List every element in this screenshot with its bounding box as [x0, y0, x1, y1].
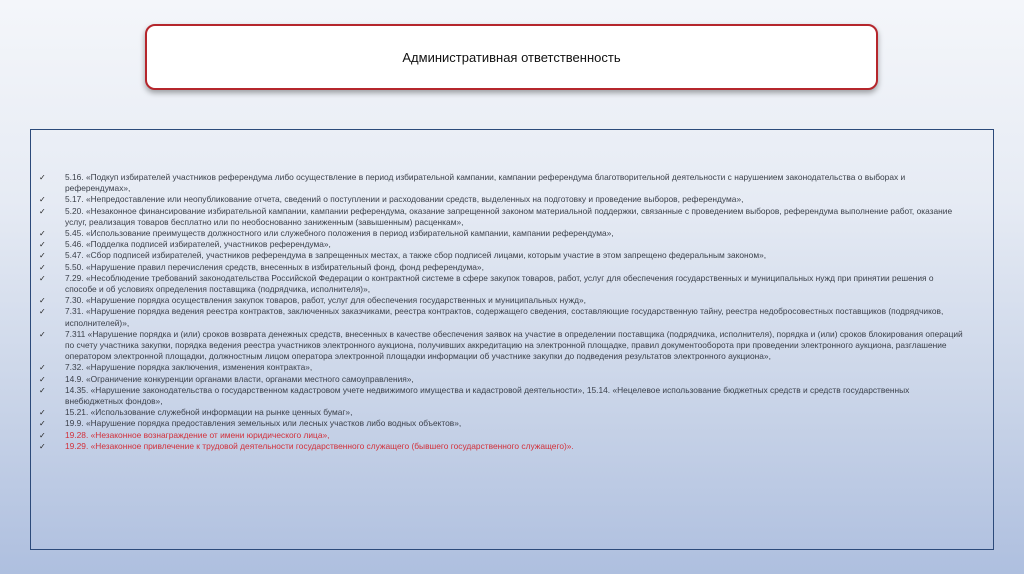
- checkmark-icon: ✓: [39, 419, 46, 429]
- list-item-text: 5.17. «Непредоставление или неопубликование отчета, сведений о поступлении и расходовании средств, выделенных на подготовку и проведение выборов, референдума»,: [65, 194, 744, 205]
- list-item-text: 7.31. «Нарушение порядка ведения реестра контрактов, заключенных заказчиками, реестра контрактов, содержащего сведения, составляющие государственную тайну, реестра недобросовестных поставщиков (подрядчиков, исполнителей)»,: [65, 306, 944, 328]
- checkmark-icon: ✓: [39, 307, 46, 317]
- checkmark-icon: ✓: [39, 251, 46, 261]
- list-item-text: 19.28. «Незаконное вознаграждение от имени юридического лица»,: [65, 429, 330, 440]
- checkmark-icon: ✓: [39, 173, 46, 182]
- list-item-text: 5.46. «Подделка подписей избирателей, участников референдума»,: [65, 239, 331, 250]
- list-item: [36, 430, 966, 441]
- list-item: [36, 374, 966, 385]
- list-item: [36, 418, 966, 429]
- checkmark-icon: ✓: [39, 195, 46, 205]
- article-list: [36, 172, 966, 452]
- checkmark-icon: ✓: [39, 430, 46, 440]
- title-box: [145, 24, 878, 90]
- list-item: [36, 273, 966, 295]
- list-item: [36, 250, 966, 261]
- checkmark-icon: ✓: [39, 441, 46, 451]
- list-item: [36, 172, 966, 194]
- list-item: [36, 329, 966, 363]
- list-item-text: 15.21. «Использование служебной информации на рынке ценных бумаг»,: [65, 407, 353, 418]
- list-item-text: 7.32. «Нарушение порядка заключения, изменения контракта»,: [65, 362, 313, 373]
- list-item: [36, 262, 966, 273]
- checkmark-icon: ✓: [39, 363, 46, 373]
- list-item: [36, 441, 966, 452]
- checkmark-icon: ✓: [39, 262, 46, 272]
- checkmark-icon: ✓: [39, 240, 46, 250]
- list-item-text: 7.311 «Нарушение порядка и (или) сроков возврата денежных средств, внесенных в качестве обеспечения заявок на участие в определении поставщика (подрядчика, исполнителя), порядка и (или) сроков блокирования операций по счету участника закупки, порядка ведения реестра участников электронного аукциона, получивших аккредитацию на электронной площадке, правил документооборота при проведении электронного аукциона, разглашение оператором электронной площадки, должностным лицом оператора электронной площадки информации об участнике закупки до подведения результатов электронного аукциона»,: [65, 328, 963, 362]
- list-item-text: 19.9. «Нарушение порядка предоставления земельных или лесных участков либо водных объектов»,: [65, 418, 462, 429]
- list-item-text: 7.29. «Несоблюдение требований законодательства Российской Федерации о контрактной системе в сфере закупок товаров, работ, услуг для обеспечения государственных и муниципальных нужд при принятии решения о способе и об условиях определения поставщика (подрядчика, исполнителя)»,: [65, 272, 934, 295]
- list-item-text: 19.29. «Незаконное привлечение к трудовой деятельности государственного служащего (бывшего государственного служащего)».: [65, 440, 574, 451]
- list-item-text: 5.45. «Использование преимуществ должностного или служебного положения в период избирательной кампании, кампании референдума»,: [65, 228, 614, 239]
- checkmark-icon: ✓: [39, 296, 46, 306]
- checkmark-icon: ✓: [39, 273, 46, 283]
- list-item: [36, 206, 966, 228]
- checkmark-icon: ✓: [39, 229, 46, 239]
- list-item: [36, 295, 966, 306]
- checkmark-icon: ✓: [39, 408, 46, 418]
- page-title: Административная ответственность: [402, 49, 621, 65]
- checkmark-icon: ✓: [39, 329, 46, 339]
- checkmark-icon: ✓: [39, 385, 46, 395]
- list-item: [36, 362, 966, 373]
- list-item-text: 14.35. «Нарушение законодательства о государственном кадастровом учете недвижимого имущества и кадастровой деятельности», 15.14. «Нецелевое использование бюджетных средств и средств государственных внебюджетных фондов»,: [65, 384, 910, 407]
- list-item-text: 5.20. «Незаконное финансирование избирательной кампании, кампании референдума, оказание запрещенной законом материальной поддержки, связанные с проведением выборов, референдума выполнение работ, оказание услуг, реализация товаров бесплатно или по необоснованно заниженным (завышенным) расценкам»,: [65, 205, 953, 227]
- list-item-text: 5.50. «Нарушение правил перечисления средств, внесенных в избирательный фонд, фонд референдума»,: [65, 261, 484, 272]
- list-item: [36, 194, 966, 205]
- list-item-text: 5.16. «Подкуп избирателей участников референдума либо осуществление в период избирательной кампании, кампании референдума благотворительной деятельности с нарушением законодательства о выборах и референдумах»,: [65, 172, 906, 194]
- content-box: [30, 129, 994, 550]
- checkmark-icon: ✓: [39, 374, 46, 384]
- checkmark-icon: ✓: [39, 206, 46, 216]
- list-item: [36, 228, 966, 239]
- list-item-text: 14.9. «Ограничение конкуренции органами власти, органами местного самоуправления»,: [65, 373, 414, 384]
- list-item: [36, 407, 966, 418]
- list-item-text: 5.47. «Сбор подписей избирателей, участников референдума в запрещенных местах, а также сбор подписей лицами, которым участие в этом запрещено федеральным законом»,: [65, 250, 767, 261]
- list-item: [36, 306, 966, 328]
- list-item: [36, 239, 966, 250]
- list-item: [36, 385, 966, 407]
- list-item-text: 7.30. «Нарушение порядка осуществления закупок товаров, работ, услуг для обеспечения государственных и муниципальных нужд»,: [65, 295, 586, 306]
